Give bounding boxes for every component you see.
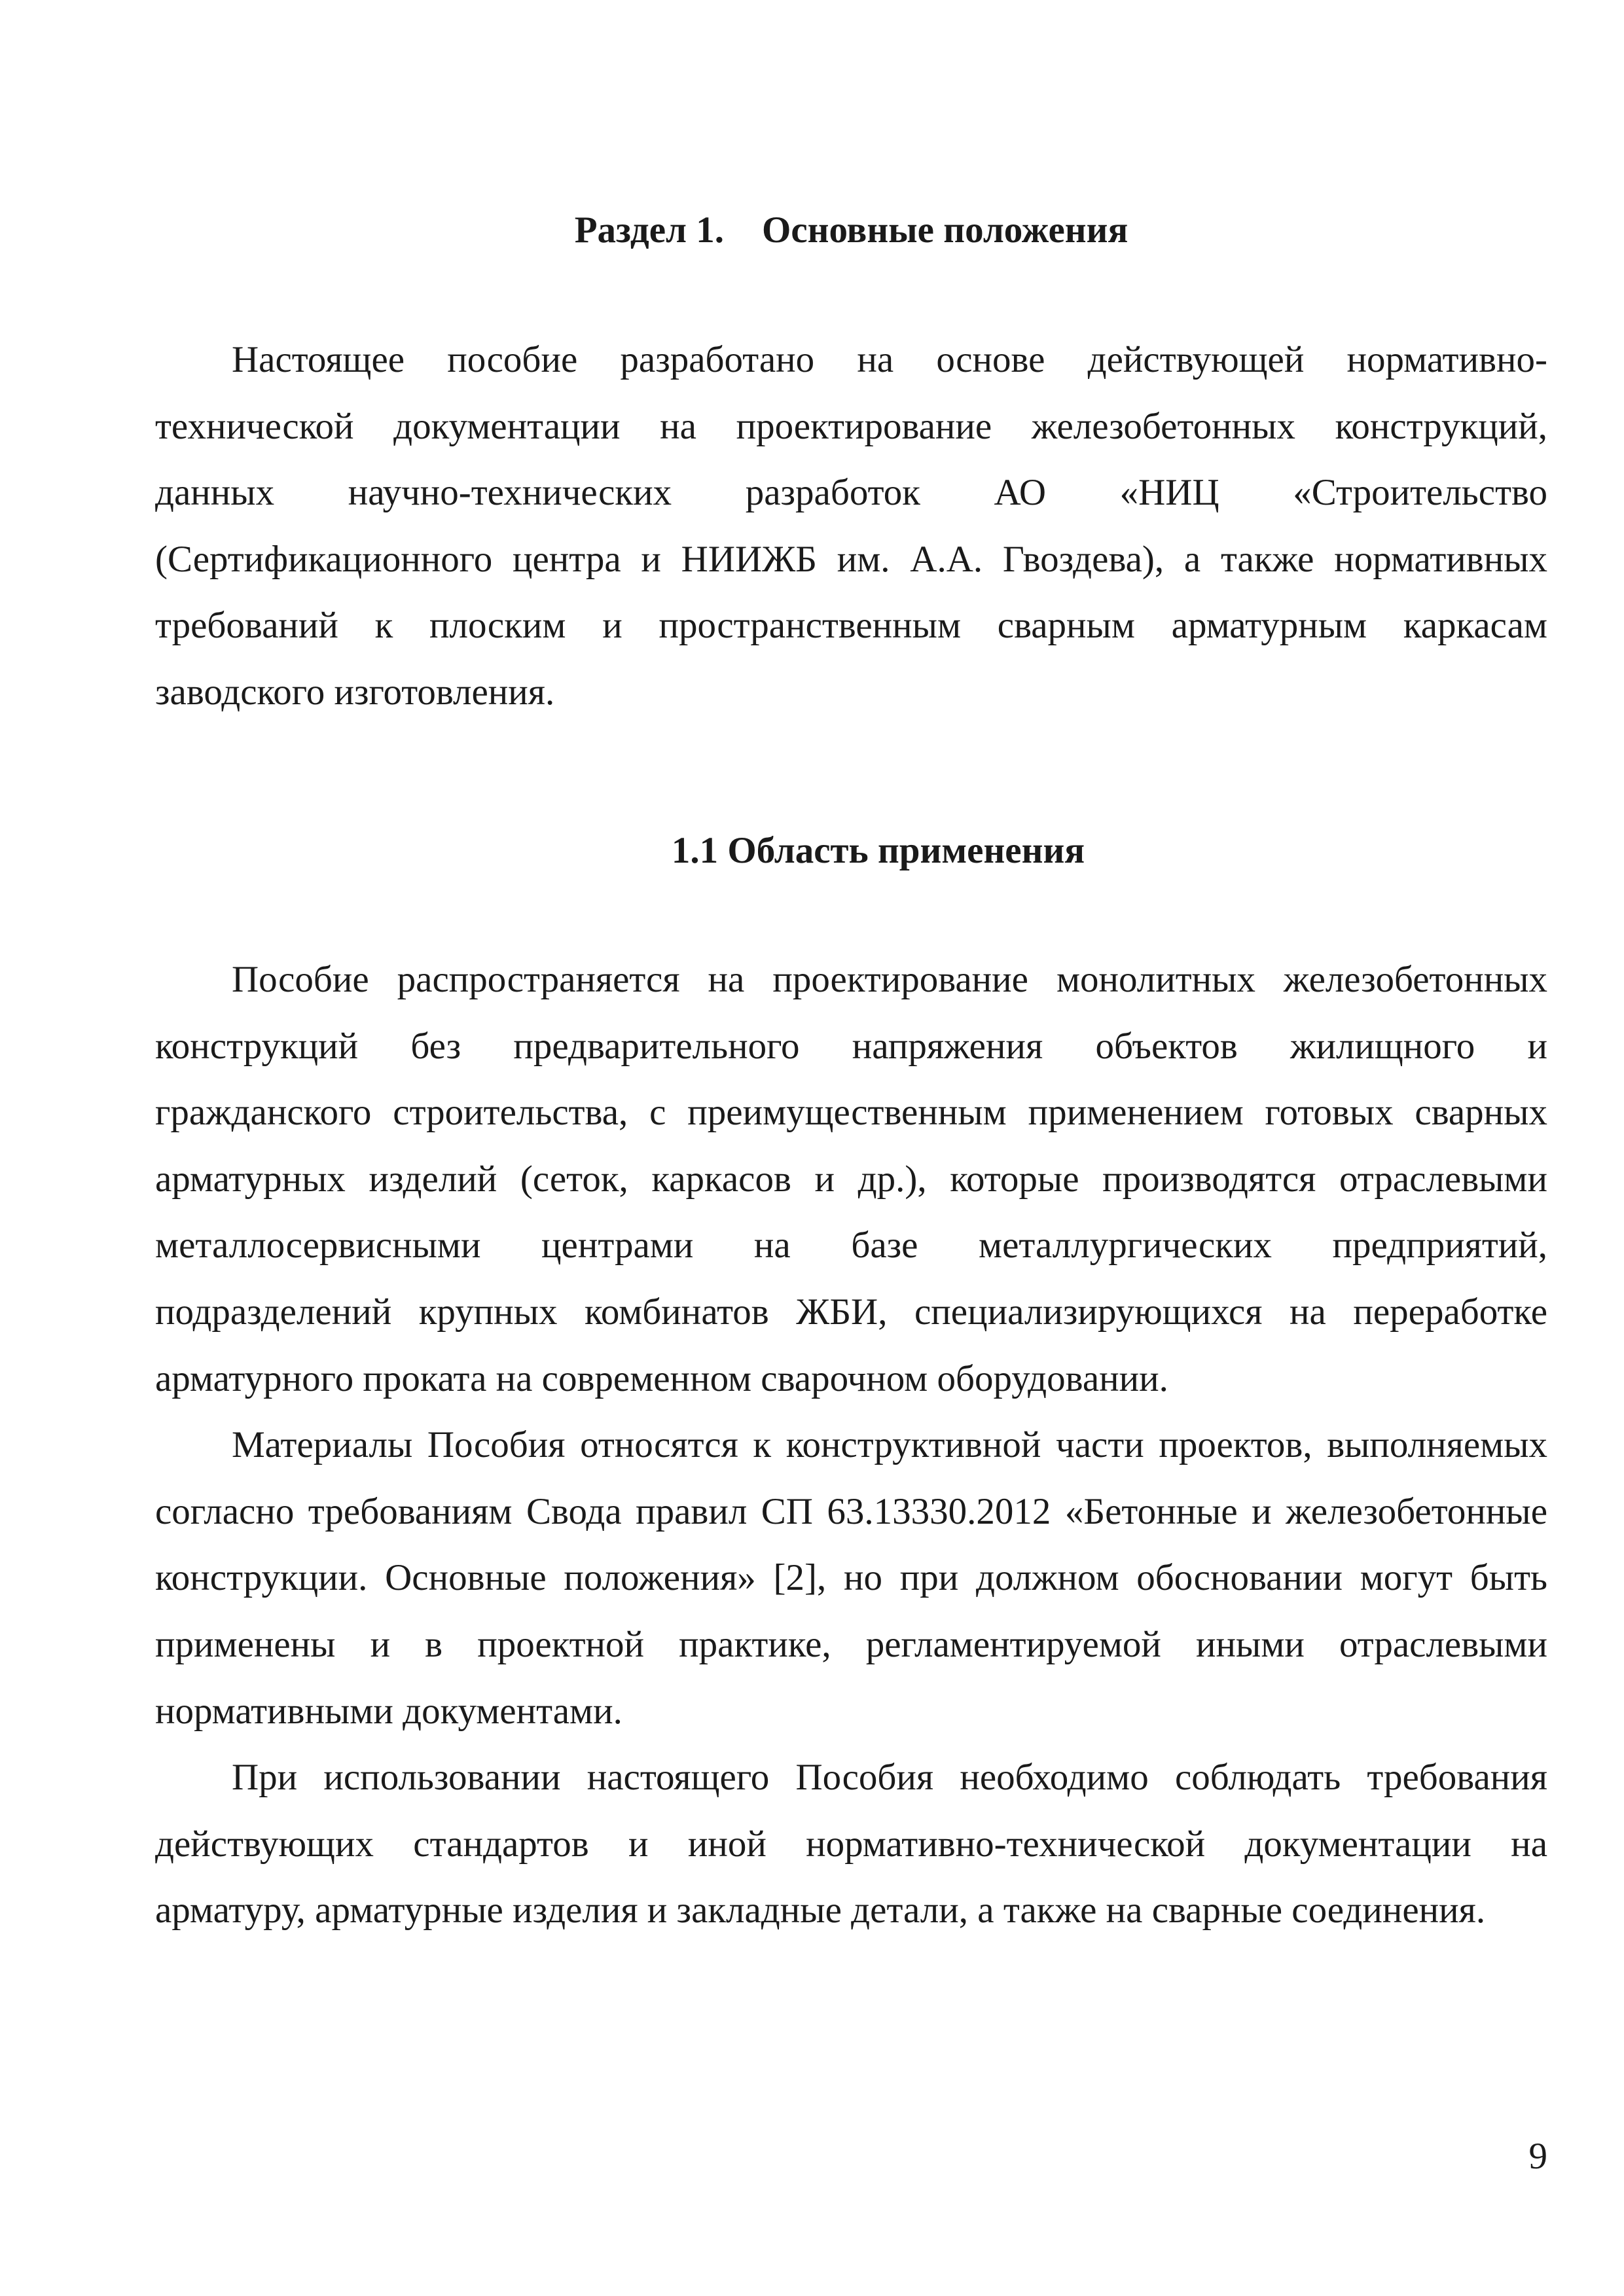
paragraph-line: действующих стандартов и иной нормативно-технической документации на bbox=[155, 1823, 1547, 1865]
intro-paragraph bbox=[155, 327, 1547, 726]
paragraph-line: конструкций без предварительного напряжения объектов жилищного и bbox=[155, 1025, 1547, 1067]
paragraph-line: арматурного проката на современном сварочном оборудовании. bbox=[155, 1357, 1168, 1399]
section-title: Основные положения bbox=[762, 209, 1128, 251]
paragraph-line: (Сертификационного центра и НИИЖБ им. А.А. Гвоздева), а также нормативных bbox=[155, 538, 1547, 580]
paragraph-requirements bbox=[155, 1744, 1547, 1944]
paragraph-line: Пособие распространяется на проектирование монолитных железобетонных bbox=[232, 959, 1547, 1000]
paragraph-line: применены и в проектной практике, регламентируемой иными отраслевыми bbox=[155, 1623, 1547, 1665]
paragraph-line: конструкции. Основные положения» [2], но при должном обосновании могут быть bbox=[155, 1557, 1547, 1599]
paragraph-line: При использовании настоящего Пособия необходимо соблюдать требования bbox=[232, 1757, 1547, 1799]
paragraph-line: гражданского строительства, с преимущественным применением готовых сварных bbox=[155, 1092, 1547, 1134]
section-number: Раздел 1. bbox=[574, 209, 724, 251]
paragraph-line: Материалы Пособия относятся к конструктивной части проектов, выполняемых bbox=[232, 1424, 1547, 1466]
paragraph-line: арматурных изделий (сеток, каркасов и др.), которые производятся отраслевыми bbox=[155, 1158, 1547, 1200]
paragraph-line: подразделений крупных комбинатов ЖБИ, специализирующихся на переработке bbox=[155, 1291, 1547, 1333]
paragraph-line: согласно требованиям Свода правил СП 63.13330.2012 «Бетонные и железобетонные bbox=[155, 1490, 1547, 1532]
paragraph-line: требований к плоским и пространственным сварным арматурным каркасам bbox=[155, 605, 1547, 647]
paragraph-line: Настоящее пособие разработано на основе действующей нормативно- bbox=[232, 339, 1547, 380]
page-number: 9 bbox=[1528, 2136, 1547, 2177]
paragraph-scope bbox=[155, 946, 1547, 1412]
paragraph-line: заводского изготовления. bbox=[155, 671, 555, 713]
paragraph-materials bbox=[155, 1412, 1547, 1744]
main-text bbox=[155, 946, 1547, 1944]
paragraph-line: металлосервисными центрами на базе металлургических предприятий, bbox=[155, 1225, 1547, 1266]
section-heading bbox=[155, 197, 1547, 264]
subsection-heading: 1.1 Область применения bbox=[671, 830, 1085, 871]
paragraph-line: нормативными документами. bbox=[155, 1690, 623, 1732]
paragraph-line: данных научно-технических разработок АО «НИЦ «Строительство bbox=[155, 472, 1547, 514]
paragraph-line: арматуру, арматурные изделия и закладные детали, а также на сварные соединения. bbox=[155, 1890, 1486, 1931]
paragraph-line: технической документации на проектирование железобетонных конструкций, bbox=[155, 405, 1547, 447]
